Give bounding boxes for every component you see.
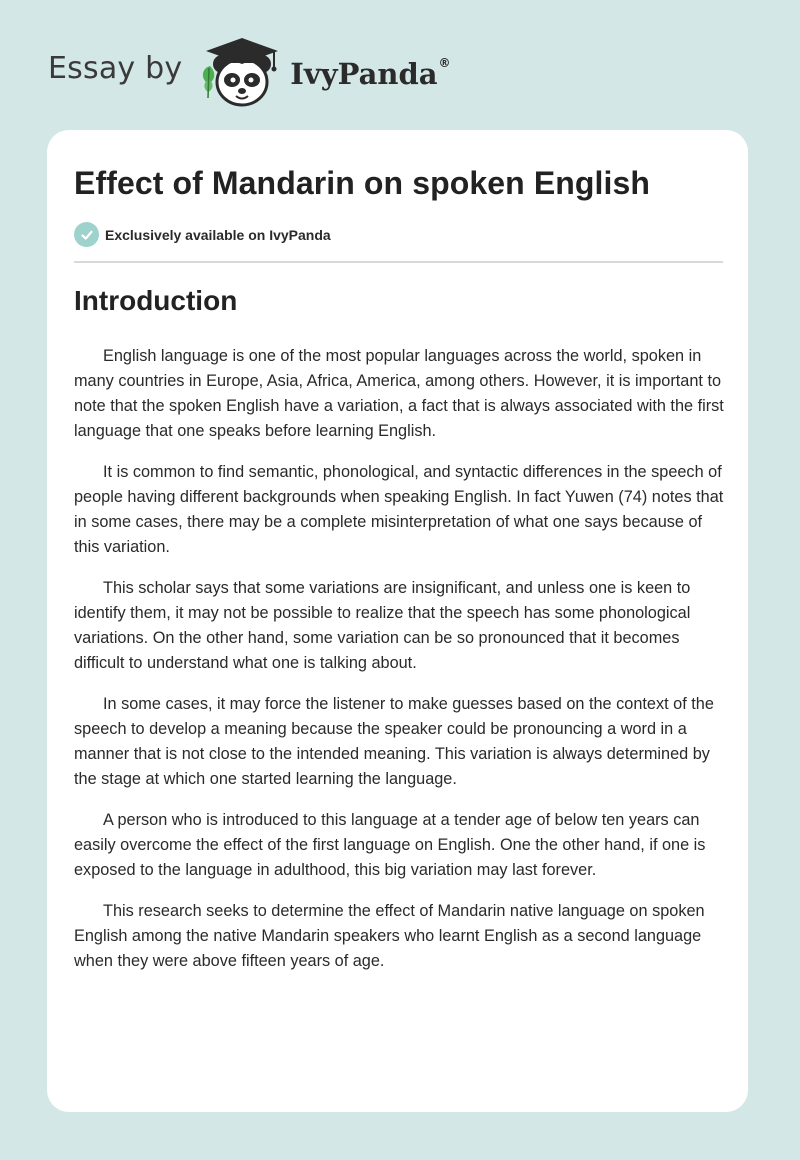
paragraph: English language is one of the most popular languages across the world, spoken in many countries in Europe, Asia, Africa, America, among others. However, it is important to note that the spoken English have a variation, a fact that is always associated with the first language that one speaks before learning English.	[74, 347, 724, 440]
essay-body	[74, 344, 725, 990]
paragraph: This scholar says that some variations are insignificant, and unless one is keen to identify them, it may not be possible to realize that the speech has some phonological variations. On the other hand, some variation can be so pronounced that it becomes difficult to understand what one is talking about.	[74, 579, 691, 672]
paragraph: A person who is introduced to this language at a tender age of below ten years can easily overcome the effect of the first language on English. One the other hand, if one is exposed to the language in adulthood, this big variation may last forever.	[74, 811, 706, 879]
brand-name-text: IvyPanda	[290, 57, 438, 91]
essay-card	[47, 130, 748, 1112]
registered-mark: ®	[438, 56, 451, 71]
exclusive-label: Exclusively available on IvyPanda	[105, 226, 331, 243]
section-heading: Introduction	[74, 285, 238, 316]
exclusive-badge	[74, 222, 331, 247]
paragraph: It is common to find semantic, phonological, and syntactic differences in the speech of people having different backgrounds when speaking English. In fact Yuwen (74) notes that in some cases, there may be a complete misinterpretation of what one says because of this variation.	[74, 463, 724, 556]
paragraph: In some cases, it may force the listener to make guesses based on the context of the speech to develop a meaning because the speaker could be pronouncing a word in a manner that is not close to the intended meaning. This variation is always determined by the stage at which one started learning the language.	[74, 695, 714, 788]
brand-logo[interactable]	[48, 34, 451, 110]
check-icon	[74, 222, 99, 247]
brand-prefix: Essay by	[48, 50, 183, 86]
page-title: Effect of Mandarin on spoken English	[74, 165, 651, 201]
brand-name	[290, 57, 450, 91]
paragraph: This research seeks to determine the effect of Mandarin native language on spoken English among the native Mandarin speakers who learnt English as a second language when they were above fifteen years of age.	[74, 902, 705, 970]
divider	[74, 261, 723, 263]
panda-graduate-icon	[196, 34, 288, 110]
